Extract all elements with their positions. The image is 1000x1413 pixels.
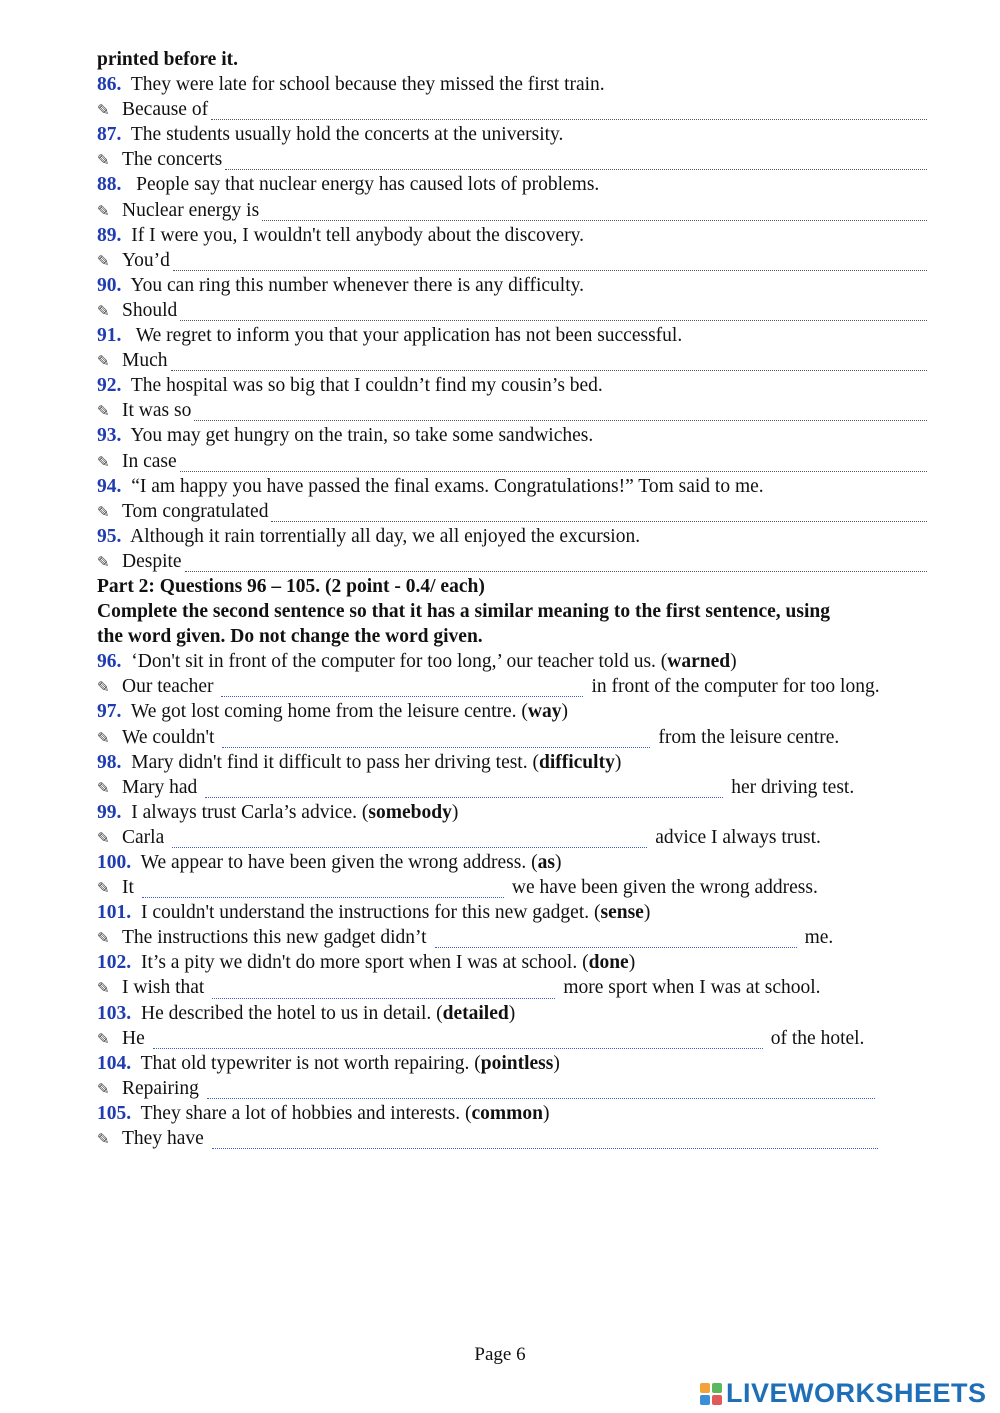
answer-blank[interactable] bbox=[225, 155, 927, 170]
answer-line bbox=[97, 725, 927, 750]
question-sentence: They were late for school because they missed the first train. bbox=[126, 74, 605, 96]
answer-prompt: They have bbox=[122, 1128, 204, 1150]
answer-prompt: Because of bbox=[122, 99, 209, 121]
question-line bbox=[97, 373, 927, 398]
question-line bbox=[97, 223, 927, 248]
answer-continuation: advice I always trust. bbox=[655, 826, 821, 848]
answer-prompt: Carla bbox=[122, 826, 165, 848]
question-line bbox=[97, 1051, 927, 1076]
answer-prompt: We couldn't bbox=[122, 726, 215, 748]
answer-line bbox=[97, 248, 927, 273]
question-sentence: You can ring this number whenever there is any difficulty. bbox=[126, 274, 584, 296]
answer-prompt: The instructions this new gadget didn’t bbox=[122, 927, 427, 949]
answer-prompt: Tom congratulated bbox=[122, 500, 269, 522]
question-number: 100. bbox=[97, 852, 132, 873]
question-sentence: ‘Don't sit in front of the computer for too long,’ our teacher told us. ( bbox=[126, 651, 668, 673]
pencil-icon: ✎ bbox=[97, 454, 110, 471]
question-sentence: The students usually hold the concerts at the university. bbox=[126, 124, 564, 146]
question-sentence: We regret to inform you that your application has not been successful. bbox=[126, 325, 683, 347]
answer-blank[interactable] bbox=[180, 306, 927, 321]
answer-line bbox=[97, 147, 927, 172]
pencil-icon: ✎ bbox=[97, 103, 110, 120]
continued-instruction: printed before it. bbox=[97, 49, 238, 70]
question-number: 103. bbox=[97, 1002, 132, 1024]
answer-blank[interactable] bbox=[211, 105, 927, 120]
question-number: 93. bbox=[97, 425, 122, 447]
keyword-close: ) bbox=[554, 852, 562, 873]
question-number: 105. bbox=[97, 1102, 132, 1124]
pencil-icon: ✎ bbox=[97, 153, 110, 170]
keyword: common bbox=[471, 1102, 544, 1124]
question-line bbox=[97, 750, 927, 775]
answer-blank[interactable] bbox=[212, 1134, 878, 1149]
answer-continuation: in front of the computer for too long. bbox=[591, 676, 880, 698]
answer-line bbox=[97, 298, 927, 323]
question-line bbox=[97, 1001, 927, 1026]
question-sentence: Mary didn't find it difficult to pass her driving test. ( bbox=[126, 751, 539, 773]
keyword-close: ) bbox=[543, 1102, 550, 1124]
keyword: done bbox=[588, 952, 629, 974]
answer-continuation: we have been given the wrong address. bbox=[511, 877, 818, 899]
question-number: 86. bbox=[97, 74, 122, 96]
keyword-close: ) bbox=[508, 1002, 516, 1024]
question-sentence: You may get hungry on the train, so take some sandwiches. bbox=[126, 425, 594, 447]
answer-blank[interactable] bbox=[205, 783, 723, 798]
answer-continuation: her driving test. bbox=[731, 776, 855, 798]
part2-instruction-line2: the word given. Do not change the word given. bbox=[97, 626, 483, 648]
answer-blank[interactable] bbox=[153, 1034, 763, 1049]
answer-line bbox=[97, 1026, 927, 1051]
keyword-close: ) bbox=[614, 751, 622, 773]
answer-blank[interactable] bbox=[142, 883, 504, 898]
pencil-icon: ✎ bbox=[97, 680, 110, 697]
question-number: 97. bbox=[97, 701, 122, 723]
keyword: detailed bbox=[442, 1002, 509, 1024]
answer-blank[interactable] bbox=[180, 457, 927, 472]
answer-prompt: Much bbox=[122, 350, 168, 372]
pencil-icon: ✎ bbox=[97, 1031, 110, 1048]
pencil-icon: ✎ bbox=[97, 253, 110, 270]
pencil-icon: ✎ bbox=[97, 303, 110, 320]
answer-prompt: Mary had bbox=[122, 776, 198, 798]
pencil-icon: ✎ bbox=[97, 1132, 110, 1149]
question-line bbox=[97, 172, 927, 197]
keyword: way bbox=[527, 701, 562, 723]
answer-blank[interactable] bbox=[435, 933, 797, 948]
part1-questions bbox=[97, 72, 927, 574]
keyword: warned bbox=[667, 651, 731, 673]
question-line bbox=[97, 273, 927, 298]
answer-prompt: In case bbox=[122, 450, 177, 472]
pencil-icon: ✎ bbox=[97, 730, 110, 747]
logo-square bbox=[712, 1383, 722, 1393]
part2-instruction-line1: Complete the second sentence so that it has a similar meaning to the first sentence, using bbox=[97, 601, 831, 623]
answer-line bbox=[97, 499, 927, 524]
question-number: 102. bbox=[97, 952, 132, 974]
question-line bbox=[97, 122, 927, 147]
question-line bbox=[97, 323, 927, 348]
keyword: sense bbox=[600, 902, 644, 924]
logo-square bbox=[700, 1395, 710, 1405]
answer-line bbox=[97, 449, 927, 474]
question-number: 91. bbox=[97, 325, 122, 347]
answer-blank[interactable] bbox=[171, 356, 928, 371]
question-line bbox=[97, 649, 927, 674]
keyword: somebody bbox=[368, 801, 452, 823]
question-sentence: Although it rain torrentially all day, we all enjoyed the excursion. bbox=[126, 525, 641, 547]
question-number: 89. bbox=[97, 224, 122, 246]
answer-line bbox=[97, 97, 927, 122]
liveworksheets-logo bbox=[700, 1378, 987, 1409]
keyword: difficulty bbox=[538, 751, 615, 773]
answer-line bbox=[97, 549, 927, 574]
part2-heading: Part 2: Questions 96 – 105. (2 point - 0.4/ each) bbox=[97, 575, 485, 597]
pencil-icon: ✎ bbox=[97, 830, 110, 847]
pencil-icon: ✎ bbox=[97, 554, 110, 571]
answer-blank[interactable] bbox=[173, 256, 927, 271]
question-line bbox=[97, 524, 927, 549]
answer-blank[interactable] bbox=[185, 557, 927, 572]
pencil-icon: ✎ bbox=[97, 203, 110, 220]
question-number: 87. bbox=[97, 124, 122, 146]
answer-line bbox=[97, 674, 927, 699]
part2-questions bbox=[97, 649, 927, 1151]
question-number: 92. bbox=[97, 375, 122, 397]
question-line bbox=[97, 474, 927, 499]
question-line bbox=[97, 800, 927, 825]
question-number: 90. bbox=[97, 274, 122, 296]
question-sentence: He described the hotel to us in detail. ( bbox=[136, 1002, 443, 1024]
answer-prompt: The concerts bbox=[122, 149, 223, 171]
page-number: Page 6 bbox=[474, 1344, 526, 1365]
question-sentence: We appear to have been given the wrong address. ( bbox=[136, 852, 538, 873]
keyword-close: ) bbox=[561, 701, 568, 723]
answer-prompt: Nuclear energy is bbox=[122, 199, 260, 221]
answer-prompt: He bbox=[122, 1027, 145, 1049]
answer-blank[interactable] bbox=[172, 833, 647, 848]
keyword: pointless bbox=[480, 1052, 554, 1074]
answer-prompt: Our teacher bbox=[122, 676, 214, 698]
question-sentence: I always trust Carla’s advice. ( bbox=[126, 801, 369, 823]
pencil-icon: ✎ bbox=[97, 1081, 110, 1098]
keyword-close: ) bbox=[643, 902, 651, 924]
question-sentence: I couldn't understand the instructions for this new gadget. ( bbox=[136, 902, 601, 924]
answer-blank[interactable] bbox=[222, 733, 650, 748]
answer-blank[interactable] bbox=[212, 984, 555, 999]
question-line bbox=[97, 699, 927, 724]
keyword-close: ) bbox=[553, 1052, 560, 1074]
question-line bbox=[97, 900, 927, 925]
question-number: 99. bbox=[97, 801, 122, 823]
answer-continuation: from the leisure centre. bbox=[658, 726, 840, 748]
answer-prompt: Despite bbox=[122, 550, 182, 572]
keyword-close: ) bbox=[451, 801, 459, 823]
answer-prompt: Should bbox=[122, 299, 178, 321]
answer-continuation: of the hotel. bbox=[770, 1027, 865, 1049]
answer-line bbox=[97, 198, 927, 223]
question-sentence: They share a lot of hobbies and interests. ( bbox=[136, 1102, 472, 1124]
answer-line bbox=[97, 775, 927, 800]
answer-line bbox=[97, 875, 927, 900]
question-sentence: It’s a pity we didn't do more sport when I was at school. ( bbox=[136, 952, 589, 974]
pencil-icon: ✎ bbox=[97, 981, 110, 998]
answer-blank[interactable] bbox=[207, 1084, 875, 1099]
keyword-close: ) bbox=[628, 952, 636, 974]
pencil-icon: ✎ bbox=[97, 354, 110, 371]
pencil-icon: ✎ bbox=[97, 504, 110, 521]
question-sentence: We got lost coming home from the leisure centre. ( bbox=[126, 701, 528, 723]
pencil-icon: ✎ bbox=[97, 931, 110, 948]
question-line bbox=[97, 950, 927, 975]
answer-continuation: more sport when I was at school. bbox=[563, 977, 821, 999]
question-sentence: The hospital was so big that I couldn’t find my cousin’s bed. bbox=[126, 375, 603, 397]
question-number: 101. bbox=[97, 902, 132, 924]
question-line bbox=[97, 1101, 927, 1126]
answer-line bbox=[97, 1076, 927, 1101]
answer-prompt: It bbox=[122, 877, 134, 899]
question-number: 95. bbox=[97, 525, 122, 547]
question-number: 94. bbox=[97, 475, 122, 497]
question-line bbox=[97, 423, 927, 448]
question-sentence: People say that nuclear energy has caused lots of problems. bbox=[126, 174, 600, 196]
question-sentence: “I am happy you have passed the final exams. Congratulations!” Tom said to me. bbox=[126, 475, 764, 497]
question-sentence: If I were you, I wouldn't tell anybody about the discovery. bbox=[126, 224, 585, 246]
logo-mark-icon bbox=[700, 1383, 722, 1405]
question-number: 104. bbox=[97, 1052, 132, 1074]
answer-line bbox=[97, 348, 927, 373]
question-number: 96. bbox=[97, 651, 122, 673]
answer-line bbox=[97, 398, 927, 423]
question-line bbox=[97, 850, 927, 875]
answer-continuation: me. bbox=[804, 927, 834, 949]
answer-prompt: It was so bbox=[122, 400, 192, 422]
keyword-close: ) bbox=[730, 651, 737, 673]
answer-prompt: I wish that bbox=[122, 977, 205, 999]
question-sentence: That old typewriter is not worth repairing. ( bbox=[136, 1052, 481, 1074]
answer-blank[interactable] bbox=[262, 206, 927, 221]
pencil-icon: ✎ bbox=[97, 780, 110, 797]
logo-square bbox=[700, 1383, 710, 1393]
logo-square bbox=[712, 1395, 722, 1405]
answer-blank[interactable] bbox=[194, 406, 927, 421]
answer-line bbox=[97, 975, 927, 1000]
pencil-icon: ✎ bbox=[97, 404, 110, 421]
answer-line bbox=[97, 925, 927, 950]
question-number: 98. bbox=[97, 751, 122, 773]
answer-prompt: You’d bbox=[122, 249, 170, 271]
question-line bbox=[97, 72, 927, 97]
answer-blank[interactable] bbox=[271, 507, 927, 522]
answer-line bbox=[97, 1126, 927, 1151]
answer-blank[interactable] bbox=[221, 682, 583, 697]
pencil-icon: ✎ bbox=[97, 881, 110, 898]
answer-prompt: Repairing bbox=[122, 1077, 199, 1099]
logo-text: LIVEWORKSHEETS bbox=[726, 1378, 987, 1408]
question-number: 88. bbox=[97, 174, 122, 196]
worksheet-page bbox=[97, 47, 927, 1151]
keyword: as bbox=[537, 852, 555, 873]
answer-line bbox=[97, 825, 927, 850]
